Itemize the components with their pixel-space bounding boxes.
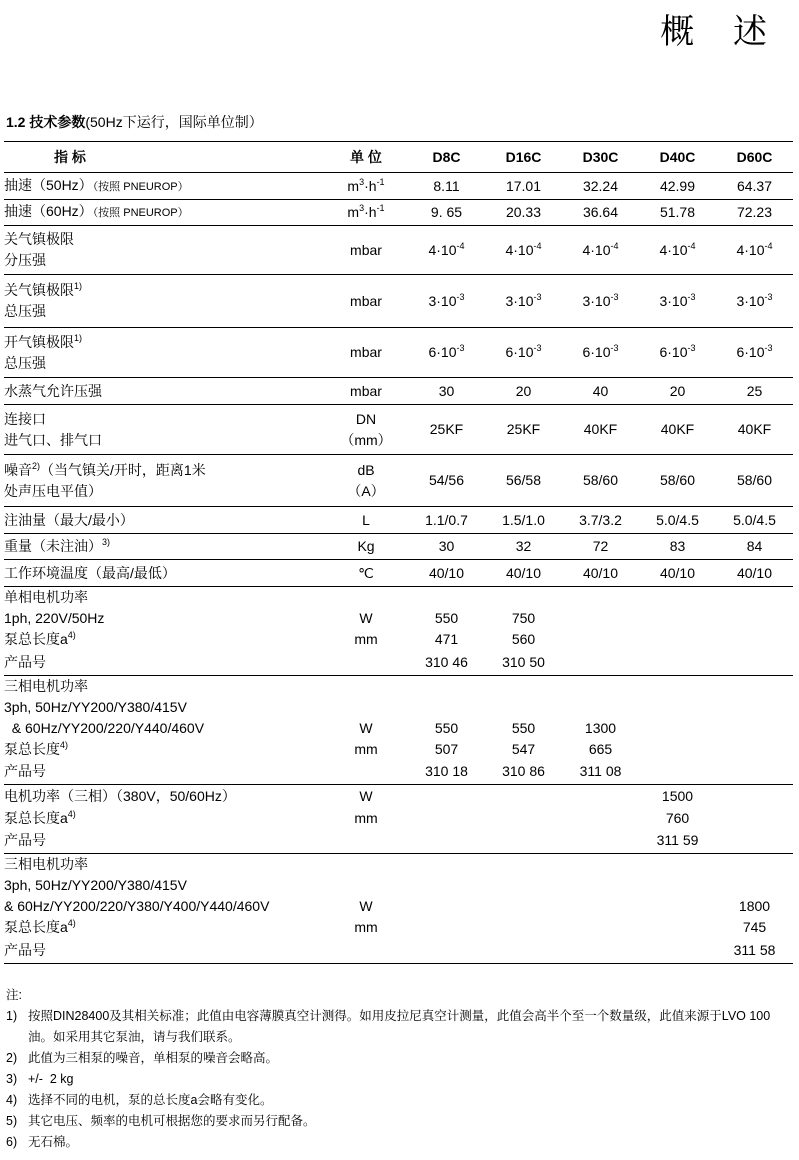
three-phase-b-power-row bbox=[4, 785, 793, 808]
row-unit: mm bbox=[354, 740, 378, 757]
row-unit: mbar bbox=[350, 382, 382, 399]
cell-value: 25 bbox=[746, 382, 763, 399]
cell-value: 51.78 bbox=[659, 204, 696, 220]
row-label: 工作环境温度（最高/最低） bbox=[4, 564, 176, 581]
cell-value: 1500 bbox=[661, 787, 694, 804]
single-phase-power-row bbox=[4, 608, 793, 629]
row-unit: mm bbox=[354, 919, 378, 935]
note-item: 6) 无石棉。 bbox=[6, 1135, 79, 1149]
cell-value: 32 bbox=[515, 538, 532, 554]
cell-value: 9. 65 bbox=[430, 204, 463, 220]
table-row-total-pressure-open bbox=[4, 328, 793, 378]
row-unit: Kg bbox=[357, 538, 375, 554]
cell-value: 72 bbox=[592, 538, 609, 554]
cell-value: 20.33 bbox=[505, 204, 542, 220]
table-row-speed-50hz bbox=[4, 173, 793, 200]
cell-value: 40/10 bbox=[505, 564, 542, 581]
three-phase-c-spec-row bbox=[4, 875, 793, 896]
cell-value: $3\cdot 10^{-3}$ bbox=[428, 291, 465, 309]
col-header-d60c: D60C bbox=[736, 148, 773, 165]
cell-value: 32.24 bbox=[582, 177, 619, 194]
note-item: 3) +/- 2 kg bbox=[6, 1072, 74, 1086]
col-header-d40c: D40C bbox=[659, 148, 696, 165]
cell-value: 5.0/4.5 bbox=[656, 511, 699, 528]
row-label: 泵总长度$a^{4)}$ bbox=[4, 918, 76, 935]
cell-value: 760 bbox=[665, 809, 690, 826]
cell-value: 547 bbox=[511, 740, 536, 757]
product-number: 310 86 bbox=[502, 763, 545, 780]
cell-value: $6\cdot 10^{-3}$ bbox=[736, 343, 773, 360]
cell-value: 84 bbox=[746, 538, 763, 554]
table-row-noise bbox=[4, 455, 793, 507]
cell-value: 1800 bbox=[738, 898, 771, 914]
section-subtitle: (50Hz下运行，国际单位制） bbox=[85, 114, 263, 130]
page-header-title: 概 述 bbox=[660, 12, 781, 52]
product-number: 310 18 bbox=[425, 763, 468, 780]
product-number: 310 50 bbox=[502, 653, 545, 670]
cell-value: 56/58 bbox=[505, 472, 542, 488]
cell-value: $3\cdot 10^{-3}$ bbox=[736, 291, 773, 309]
product-label: 产品号 bbox=[4, 763, 46, 780]
cell-value: 58/60 bbox=[582, 472, 619, 488]
row-unit: mm bbox=[354, 631, 378, 647]
three-phase-a-power-row bbox=[4, 718, 793, 739]
three-phase-b-length-row bbox=[4, 808, 793, 829]
row-label: 重量（未注油）$^{3)}$ bbox=[4, 537, 111, 554]
table-row-total-pressure-closed bbox=[4, 275, 793, 328]
cell-value: 1.1/0.7 bbox=[425, 511, 468, 528]
cell-value: $4\cdot 10^{-4}$ bbox=[736, 240, 773, 258]
cell-value: 20 bbox=[669, 382, 686, 399]
row-label: 开气镇极限$^{1)}$ 总压强 bbox=[4, 332, 83, 371]
three-phase-spec: & 60Hz/YY200/220/Y440/460V bbox=[4, 719, 205, 736]
cell-value: $4\cdot 10^{-4}$ bbox=[505, 240, 542, 258]
product-label: 产品号 bbox=[4, 832, 46, 849]
three-phase-a-product-row bbox=[4, 760, 793, 785]
cell-value: 25KF bbox=[506, 421, 541, 437]
cell-value: 64.37 bbox=[736, 177, 773, 194]
row-label: 注油量（最大/最小） bbox=[4, 511, 134, 528]
cell-value: 42.99 bbox=[659, 177, 696, 194]
row-unit: $m^3\cdot h^{-1}$ bbox=[347, 203, 385, 220]
section-number-title: 1.2 技术参数 bbox=[6, 114, 86, 130]
cell-value: $3\cdot 10^{-3}$ bbox=[582, 291, 619, 309]
three-phase-a-length-row bbox=[4, 739, 793, 760]
cell-value: 72.23 bbox=[736, 204, 773, 220]
cell-value: $6\cdot 10^{-3}$ bbox=[659, 343, 696, 360]
row-unit: W bbox=[359, 719, 373, 736]
cell-value: 58/60 bbox=[736, 472, 773, 488]
row-unit: mm bbox=[354, 809, 378, 826]
product-number: 311 59 bbox=[656, 832, 699, 849]
cell-value: 40 bbox=[592, 382, 609, 399]
cell-value: 58/60 bbox=[659, 472, 696, 488]
row-label: 抽速（60Hz）（按照 PNEUROP） bbox=[4, 203, 189, 219]
product-number: 311 58 bbox=[733, 941, 776, 958]
cell-value: 40KF bbox=[583, 421, 618, 437]
row-unit: mbar bbox=[350, 344, 382, 360]
row-label: 泵总长度$a^{4)}$ bbox=[4, 808, 76, 826]
row-label: 关气镇极限 分压强 bbox=[4, 231, 74, 268]
three-phase-spec: & 60Hz/YY200/220/Y380/Y400/Y440/460V bbox=[4, 898, 270, 914]
three-phase-spec: 3ph, 50Hz/YY200/Y380/415V bbox=[4, 877, 187, 893]
cell-value: 8.11 bbox=[433, 177, 460, 194]
cell-value: 40/10 bbox=[582, 564, 619, 581]
cell-value: 20 bbox=[515, 382, 532, 399]
col-header-unit: 单 位 bbox=[350, 148, 382, 165]
row-unit: W bbox=[359, 898, 373, 914]
table-row-water-vapor bbox=[4, 378, 793, 405]
cell-value: 30 bbox=[438, 538, 455, 554]
row-label: 水蒸气允许压强 bbox=[4, 382, 102, 399]
cell-value: 1300 bbox=[584, 719, 617, 736]
product-label: 产品号 bbox=[4, 941, 46, 958]
row-unit: W bbox=[359, 610, 373, 626]
cell-value: 54/56 bbox=[428, 472, 465, 488]
cell-value: 471 bbox=[434, 631, 459, 647]
row-unit: dB （A） bbox=[347, 461, 385, 499]
note-item: 5) 其它电压、频率的电机可根据您的要求而另行配备。 bbox=[6, 1114, 316, 1128]
table-row-speed-60hz bbox=[4, 200, 793, 226]
cell-value: 17.01 bbox=[505, 177, 542, 194]
three-phase-spec: 3ph, 50Hz/YY200/Y380/415V bbox=[4, 698, 187, 715]
col-header-d30c: D30C bbox=[582, 148, 619, 165]
col-header-d8c: D8C bbox=[432, 148, 461, 165]
cell-value: 30 bbox=[438, 382, 455, 399]
row-unit: $m^3\cdot h^{-1}$ bbox=[347, 176, 385, 194]
cell-value: 550 bbox=[511, 719, 536, 736]
three-phase-b-title: 电机功率（三相）（380V，50/60Hz） bbox=[4, 787, 236, 804]
three-phase-b-product-row bbox=[4, 829, 793, 854]
table-header-row bbox=[4, 142, 793, 173]
cell-value: 665 bbox=[588, 740, 613, 757]
row-label: 抽速（50Hz）（按照 PNEUROP） bbox=[4, 176, 189, 193]
row-label: 泵总长度$a^{4)}$ bbox=[4, 630, 76, 647]
single-phase-length-row bbox=[4, 629, 793, 650]
table-row-connection bbox=[4, 405, 793, 455]
table-row-partial-pressure bbox=[4, 226, 793, 275]
col-header-d16c: D16C bbox=[505, 148, 542, 165]
table-row-oil bbox=[4, 507, 793, 534]
cell-value: 40KF bbox=[660, 421, 695, 437]
cell-value: $4\cdot 10^{-4}$ bbox=[428, 240, 465, 258]
cell-value: 550 bbox=[434, 719, 459, 736]
row-unit: mbar bbox=[350, 292, 382, 309]
three-phase-c-length-row bbox=[4, 917, 793, 938]
note-item: 4) 选择不同的电机，泵的总长度a会略有变化。 bbox=[6, 1093, 273, 1107]
row-unit: mbar bbox=[350, 241, 382, 258]
cell-value: $3\cdot 10^{-3}$ bbox=[505, 291, 542, 309]
product-label: 产品号 bbox=[4, 653, 46, 670]
single-phase-product-row bbox=[4, 650, 793, 675]
note-item: 1) 按照DIN28400及其相关标准；此值由电容薄膜真空计测得。如用皮拉尼真空计测量，此值会高半个至一个数量级，此值来源于LVO 100油。如采用其它泵油，请与我们联系。 bbox=[6, 1009, 771, 1044]
three-phase-a-title-row bbox=[4, 675, 793, 697]
cell-value: $6\cdot 10^{-3}$ bbox=[505, 343, 542, 360]
row-unit: L bbox=[362, 511, 370, 528]
single-phase-title-row bbox=[4, 587, 793, 609]
row-unit: ℃ bbox=[358, 564, 374, 581]
single-phase-spec: 1ph, 220V/50Hz bbox=[4, 610, 105, 626]
row-unit: W bbox=[359, 787, 373, 804]
cell-value: 40/10 bbox=[736, 564, 773, 581]
cell-value: 36.64 bbox=[582, 204, 619, 220]
three-phase-a-spec-row bbox=[4, 697, 793, 718]
cell-value: 750 bbox=[511, 610, 536, 626]
cell-value: 40/10 bbox=[428, 564, 465, 581]
three-phase-c-product-row bbox=[4, 938, 793, 963]
row-label: 泵总长度$^{4)}$ bbox=[4, 739, 69, 757]
row-unit: DN （mm） bbox=[340, 410, 392, 448]
table-row-weight bbox=[4, 534, 793, 560]
cell-value: 1.5/1.0 bbox=[502, 511, 545, 528]
cell-value: 550 bbox=[434, 610, 459, 626]
notes-heading: 注: bbox=[6, 988, 22, 1002]
note-item: 2) 此值为三相泵的噪音，单相泵的噪音会略高。 bbox=[6, 1051, 279, 1065]
section-title bbox=[6, 112, 263, 132]
cell-value: $4\cdot 10^{-4}$ bbox=[659, 240, 696, 258]
product-number: 310 46 bbox=[425, 653, 468, 670]
three-phase-c-title-row bbox=[4, 854, 793, 876]
cell-value: 745 bbox=[742, 919, 767, 935]
three-phase-c-power-row bbox=[4, 896, 793, 917]
cell-value: 3.7/3.2 bbox=[579, 511, 622, 528]
cell-value: 83 bbox=[669, 538, 686, 554]
three-phase-title: 三相电机功率 bbox=[4, 856, 88, 872]
row-label: 连接口 进气口、排气口 bbox=[4, 410, 102, 448]
cell-value: 5.0/4.5 bbox=[733, 511, 776, 528]
single-phase-title: 单相电机功率 bbox=[4, 589, 88, 605]
three-phase-title: 三相电机功率 bbox=[4, 677, 88, 694]
cell-value: 40KF bbox=[737, 421, 772, 437]
notes-section bbox=[6, 985, 791, 1153]
row-label: 噪音$^{2)}$（当气镇关/开时，距离1米 处声压电平值） bbox=[4, 460, 206, 499]
spec-table bbox=[4, 141, 793, 964]
cell-value: $3\cdot 10^{-3}$ bbox=[659, 291, 696, 309]
cell-value: $4\cdot 10^{-4}$ bbox=[582, 240, 619, 258]
col-header-label: 指 标 bbox=[54, 148, 86, 165]
table-row-temperature bbox=[4, 560, 793, 587]
cell-value: $6\cdot 10^{-3}$ bbox=[428, 343, 465, 360]
cell-value: 40/10 bbox=[659, 564, 696, 581]
cell-value: 507 bbox=[434, 740, 459, 757]
row-label: 关气镇极限$^{1)}$ 总压强 bbox=[4, 281, 83, 319]
cell-value: 560 bbox=[511, 631, 536, 647]
product-number: 311 08 bbox=[579, 763, 622, 780]
cell-value: 25KF bbox=[429, 421, 464, 437]
cell-value: $6\cdot 10^{-3}$ bbox=[582, 343, 619, 360]
